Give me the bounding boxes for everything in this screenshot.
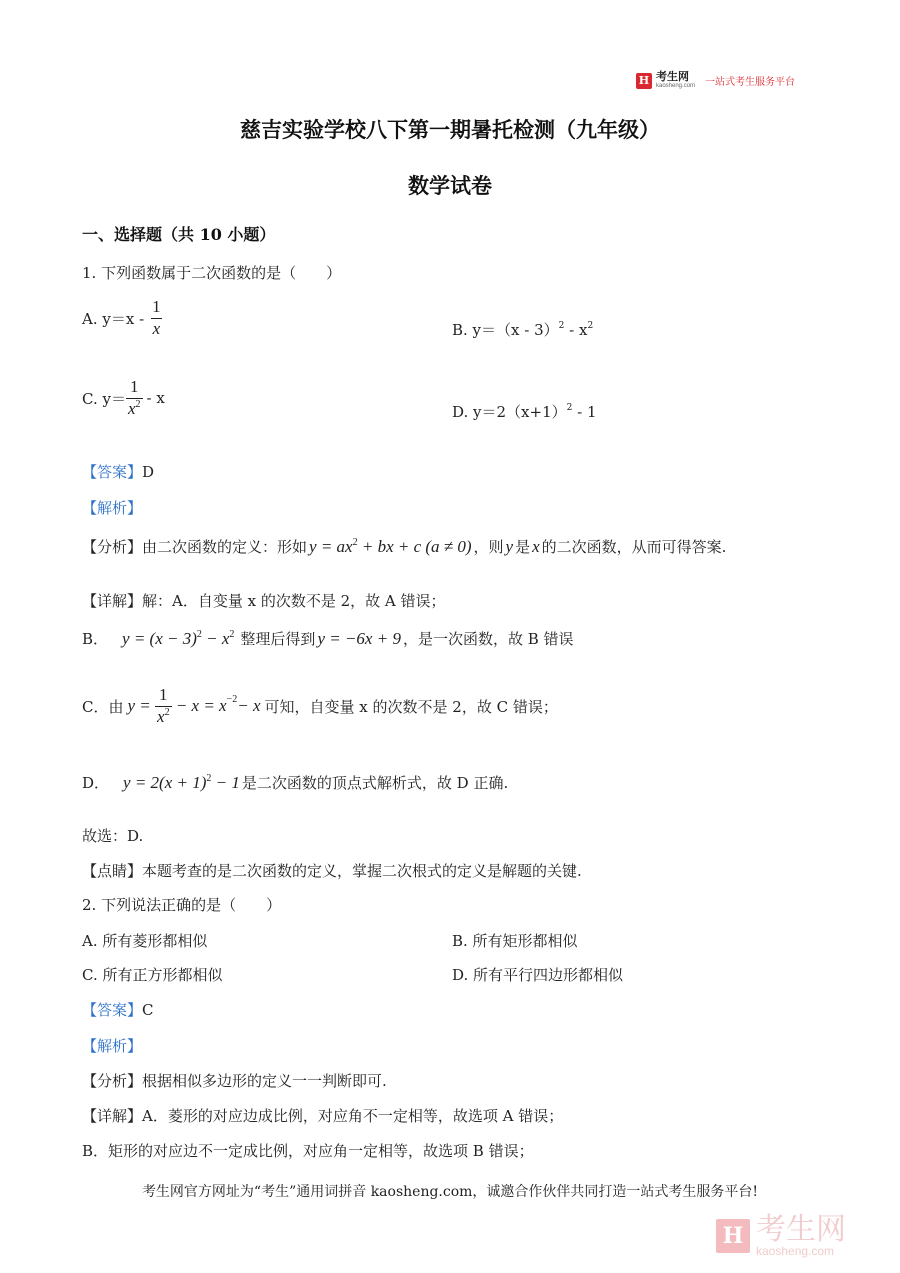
q1-option-d: D. $y=2(x+1)^2 - 1$ [452,403,597,421]
formula-c: y = $\frac{1}{x^2}$ − x = x −2 − x [127,685,261,726]
q1-detail-d: D． $y = 2(x + 1)^2 - 1$ 是二次函数的顶点式解析式，故 D 正确. [82,772,509,792]
formula-b: $y = (x - 3)^2 - x^2$ [122,628,235,648]
q1-dianjing: 【点睛】本题考查的是二次函数的定义，掌握二次根式的定义是解题的关键. [82,862,582,880]
q2-detail-b: B．矩形的对应边不一定成比例，对应角一定相等，故选项 B 错误； [82,1142,534,1160]
q1-fenxi: 【分析】 由二次函数的定义：形如 $y = ax^2$ + bx + c (a ≠ 0) ，则 y 是 x 的二次函数，从而可得答案. [82,536,727,556]
logo-text: 考生网 [656,71,689,83]
section-heading: 一、选择题（共 10 小题） [82,225,276,244]
q1-stem: 1. 下列函数属于二次函数的是（ ） [82,264,342,282]
q2-answer: 【答案】C [82,1001,154,1019]
logo-sub: kaosheng.com [656,83,696,89]
q2-fenxi: 【分析】根据相似多边形的定义一一判断即可. [82,1072,387,1090]
q2-option-a: A. 所有菱形都相似 [82,932,208,950]
header-slogan: 一站式考生服务平台 [705,77,796,88]
q1-detail-c: C．由 y = $\frac{1}{x^2}$ − x = x −2 − x 可知，自变量 x 的次数不是 2，故 C 错误； [82,685,558,726]
q1-jiexi: 【解析】 [82,499,143,517]
formula-b-result: y = −6x + 9 [317,628,401,648]
q1-detail-b: B． $y = (x - 3)^2 - x^2$ 整理后得到 y = −6x + 9 ，是一次函数，故 B 错误 [82,628,574,648]
q2-xiangjie: 【详解】A．菱形的对应边成比例，对应角不一定相等，故选项 A 错误； [82,1107,564,1125]
q2-stem: 2. 下列说法正确的是（ ） [82,896,282,914]
q1-option-c: C. y＝ $\frac{1}{x^2}$ - x [82,377,165,418]
header-logo[interactable] [636,72,795,89]
page-subtitle: 数学试卷 [408,173,492,198]
footer-text: 考生网官方网址为“考生”通用词拼音 kaosheng.com，诚邀合作伙伴共同打造一站式考生服务平台! [141,1184,759,1200]
watermark-logo-icon: H [716,1219,750,1253]
fraction-1-over-x2: $\frac{1}{x^2}$ [127,377,141,418]
q1-choose: 故选：D. [82,827,144,845]
logo-icon: H [636,73,652,89]
q1-answer: 【答案】D [82,463,155,481]
q2-option-b: B. 所有矩形都相似 [452,932,578,950]
q2-option-c: C. 所有正方形都相似 [82,966,223,984]
fraction-1-over-x: $\frac{1}{x}$ [152,297,161,338]
q1-option-a: A. y＝x - $\frac{1}{x}$ [82,297,161,338]
q2-jiexi: 【解析】 [82,1037,143,1055]
q1-option-b: B. $y=(x - 3)^2 - x^2$ [452,321,594,339]
formula-d: $y = 2(x + 1)^2 - 1$ [123,772,240,792]
q2-option-d: D. 所有平行四边形都相似 [452,966,624,984]
formula-general-quadratic: $y = ax^2$ + bx + c (a ≠ 0) [309,536,472,556]
q1-xiangjie: 【详解】解：A．自变量 x 的次数不是 2，故 A 错误； [82,592,446,610]
page-title: 慈吉实验学校八下第一期暑托检测（九年级） [240,117,660,142]
watermark: H 考生网 kaosheng.com [716,1215,846,1257]
